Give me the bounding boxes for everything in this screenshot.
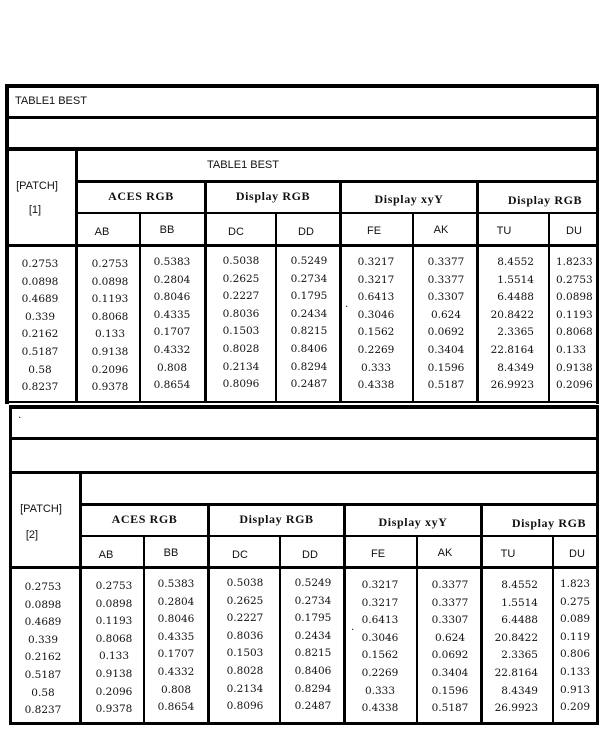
stray-dot: . [18,409,22,421]
table-cell: 0.2227 [222,290,260,303]
table-cell: 2.3365 [501,649,538,662]
table-cell: 0.9378 [91,381,129,394]
table-cell: 0.2804 [153,273,191,286]
table-cell: 0.8215 [294,647,332,660]
table-cell: 0.089 [560,613,591,626]
stray-dot: . [351,621,355,633]
table-cell: 0.808 [156,361,188,374]
table-column-bb [144,254,200,395]
table-cell: 0.8046 [153,291,191,304]
table-cell: 0.119 [560,630,591,643]
table-cell: 0.5187 [24,668,62,681]
table-cell: 0.1707 [153,326,191,339]
table-cell: 0.624 [430,308,462,321]
table-cell: 0.3404 [427,343,465,356]
column-header-fe: FE [366,225,382,237]
table-cell: 0.4332 [153,343,191,356]
table-cell: 0.209 [560,701,591,714]
table-cell: 0.4689 [21,293,59,306]
table-cell: 0.5187 [21,345,59,358]
table-column-dc [212,253,270,394]
patch-number: [1] [28,204,42,216]
table-cell: 26.9923 [494,702,538,715]
column-header-du: DU [569,548,585,560]
table-cell: 0.2753 [95,580,133,592]
table-cell: 0.8654 [157,701,195,714]
table-cell: 0.2434 [294,629,332,642]
table-cell: 0.1562 [361,649,399,662]
column-header-dd: DD [302,549,318,561]
group-header-display-rgb: Display RGB [511,516,587,530]
table-cell: 0.2734 [294,594,332,607]
table-cell: 26.9923 [490,379,534,392]
table-cell: 0.8237 [24,704,62,717]
table-cell: 1.5514 [497,273,534,286]
column-header-dc: DC [228,226,244,238]
table-column-dd [285,575,341,716]
table-column-fe [347,254,405,395]
table-cell: 0.8237 [21,381,59,394]
table-cell: 0.8036 [222,307,260,320]
table-cell: 0.1596 [427,361,465,374]
table-cell: 0.5038 [226,577,264,589]
table-cell: 0.339 [24,310,56,323]
column-header-tu: TU [496,225,512,237]
table-cell: 0.4338 [357,379,395,392]
table-cell: 0.8028 [222,342,260,355]
stray-dot: . [345,298,349,310]
table-cell: 0.339 [27,633,59,646]
table-cell: 8.4552 [501,579,538,591]
group-header-aces-rgb: ACES RGB [111,512,178,526]
table-cell: 0.9378 [95,703,133,716]
table-column-ak [418,254,474,395]
table-cell: 0.2096 [91,363,129,376]
table-cell: 0.5249 [290,255,328,267]
table-cell: 0.58 [31,686,55,699]
table-cell: 0.2134 [222,360,260,373]
table-cell: 0.5383 [153,256,191,268]
table-cell: 0.4335 [153,308,191,321]
group-header-display-rgb: Display RGB [507,193,583,207]
column-header-tu: TU [500,548,516,560]
table-column-du [556,254,596,395]
table-cell: 0.1596 [431,684,469,697]
table-cell: 0.2134 [226,682,264,695]
table-cell: 0.1193 [91,293,129,306]
header-title: TABLE1 BEST [207,159,279,171]
table-cell: 0.2096 [556,379,593,392]
column-header-bb: BB [159,224,175,236]
table-column-ab [86,578,142,719]
table-cell: 0.9138 [95,667,133,680]
table-cell: 0.2487 [294,700,332,713]
table-cell: 0.3377 [427,273,465,286]
table-column-ak [422,577,478,718]
table-cell: 8.4349 [501,684,538,697]
table-cell: 20.8422 [490,308,534,321]
table-cell: 0.3377 [431,579,469,591]
group-header-aces-rgb: ACES RGB [108,189,174,203]
table-column-tu [484,577,540,718]
table-cell: 0.8294 [294,682,332,695]
table-cell: 0.4689 [24,616,62,629]
table-cell: 0.1707 [157,648,195,661]
table-cell: 22.8164 [494,666,538,679]
table-cell: 0.8654 [153,379,191,392]
table-cell: 0.2753 [556,273,593,286]
table-cell: 0.5187 [431,702,469,715]
table-cell: 0.58 [28,363,52,376]
column-header-bb: BB [163,547,179,559]
table-cell: 0.624 [434,631,466,644]
table-cell: 0.0692 [427,326,465,339]
table-cell: 0.8406 [290,342,328,355]
table-cell: 0.1503 [226,647,264,660]
table-cell: 0.5038 [222,255,260,267]
table-cell: 0.8096 [226,700,264,713]
table-column-du [560,576,596,717]
table-cell: 0.2434 [290,307,328,320]
table-cell: 0.3307 [427,291,465,304]
table-cell: 0.808 [160,683,192,696]
table-cell: 0.8294 [290,360,328,373]
table-cell: 1.8233 [556,256,593,268]
table-column-patch [14,256,66,397]
table-cell: 0.2804 [157,595,195,608]
table-cell: 0.1193 [556,308,593,321]
table-cell: 8.4349 [497,361,534,374]
table-cell: 0.333 [364,684,396,697]
table-cell: 0.8215 [290,325,328,338]
column-header-ab: AB [98,549,114,561]
column-header-dc: DC [232,549,248,561]
table-cell: 0.806 [560,648,591,661]
table-cell: 0.2625 [226,594,264,607]
table-cell: 0.4338 [361,702,399,715]
table-cell: 6.4488 [497,291,534,304]
table-cell: 0.3377 [427,256,465,268]
table-cell: 0.275 [560,595,591,608]
group-header-display-rgb: Display RGB [235,189,311,203]
table-cell: 0.2096 [95,685,133,698]
column-header-ab: AB [94,226,110,238]
table-cell: 0.2269 [361,666,399,679]
table-cell: 0.9138 [91,345,129,358]
table-cell: 0.6413 [357,291,395,304]
table-cell: 0.1795 [290,290,328,303]
table-cell: 0.2269 [357,343,395,356]
table-cell: 0.2162 [21,328,59,341]
table-cell: 2.3365 [497,326,534,339]
table-column-dd [281,253,337,394]
table-cell: 0.8046 [157,613,195,626]
table-cell: 0.5249 [294,577,332,589]
table-cell: 0.3046 [361,631,399,644]
group-header-display-xyy: Display xyY [378,515,448,529]
table-cell: 0.8036 [226,629,264,642]
table-cell: 0.8028 [226,664,264,677]
table-cell: 20.8422 [494,631,538,644]
table-cell: 0.0898 [21,275,59,288]
column-header-dd: DD [298,226,314,238]
table-cell: 0.8406 [294,664,332,677]
table-cell: 0.0898 [24,598,62,611]
table-cell: 0.0898 [91,275,129,288]
table-cell: 0.2227 [226,612,264,625]
table-cell: 0.8068 [95,632,133,645]
patch-label: [PATCH] [20,503,62,515]
table-column-fe [351,577,409,718]
column-header-ak: AK [433,224,449,236]
column-header-ak: AK [437,547,453,559]
table-cell: 0.1503 [222,325,260,338]
table-cell: 0.8068 [556,326,593,339]
table-column-tu [480,254,536,395]
table-cell: 0.333 [360,361,392,374]
table-cell: 0.0898 [556,291,593,304]
table-cell: 8.4552 [497,256,534,268]
table-cell: 0.1193 [95,615,133,628]
table-cell: 0.9138 [556,361,593,374]
table-cell: 0.133 [94,328,126,341]
table-cell: 0.0692 [431,649,469,662]
table-cell: 0.8096 [222,378,260,391]
table-cell: 0.133 [556,343,587,356]
table-cell: 0.3377 [431,596,469,609]
table-cell: 0.0898 [95,597,133,610]
table-cell: 0.3404 [431,666,469,679]
table-column-dc [216,575,274,716]
table-cell: 0.913 [560,683,591,696]
table-cell: 0.8068 [91,310,129,323]
table-cell: 6.4488 [501,614,538,627]
table-cell: 0.2162 [24,651,62,664]
group-header-display-xyy: Display xyY [374,192,444,206]
table-cell: 0.4332 [157,665,195,678]
table-cell: 0.4335 [157,630,195,643]
table-cell: 22.8164 [490,343,534,356]
table-title: TABLE1 BEST [15,95,87,107]
table-cell: 0.3217 [357,273,395,286]
patch-number: [2] [25,529,39,541]
table-cell: 0.3307 [431,614,469,627]
column-header-fe: FE [370,548,386,560]
table-cell: 0.5383 [157,578,195,590]
column-header-du: DU [566,225,582,237]
table-cell: 0.3046 [357,308,395,321]
table-cell: 0.3217 [357,256,395,268]
table-cell: 0.2753 [21,258,59,270]
table-cell: 0.3217 [361,596,399,609]
table-column-ab [82,256,138,397]
table-cell: 0.2734 [290,272,328,285]
patch-label: [PATCH] [16,180,58,192]
table-cell: 0.2753 [91,258,129,270]
table-cell: 0.133 [560,665,591,678]
group-header-display-rgb: Display RGB [239,512,314,526]
table-cell: 0.6413 [361,614,399,627]
table-column-patch [17,579,69,720]
table-cell: 1.5514 [501,596,538,609]
table-cell: 0.133 [98,650,130,663]
table-cell: 0.2487 [290,378,328,391]
table-cell: 0.2753 [24,581,62,593]
table-cell: 0.2625 [222,272,260,285]
table-cell: 1.823 [560,578,591,590]
table-cell: 0.1795 [294,612,332,625]
table-cell: 0.3217 [361,579,399,591]
table-column-bb [148,576,204,717]
table-cell: 0.1562 [357,326,395,339]
table-cell: 0.5187 [427,379,465,392]
